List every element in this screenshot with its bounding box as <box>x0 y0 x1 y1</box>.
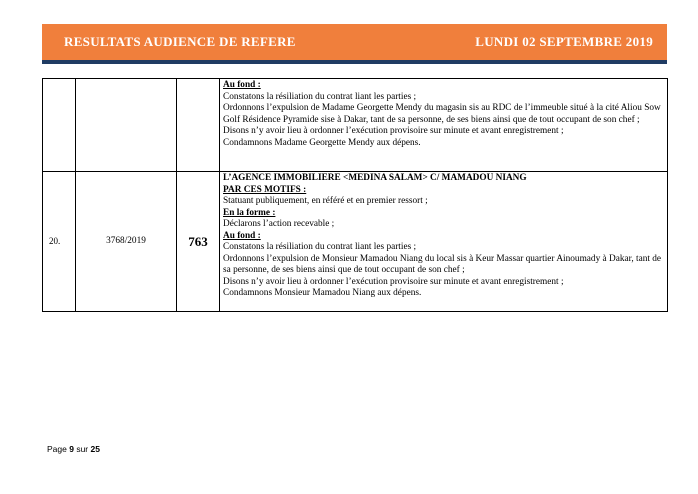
decision-text <box>220 79 668 172</box>
row-number <box>43 79 76 172</box>
decision-line: Disons n’y avoir lieu à ordonner l’exécution provisoire sur minute et avant enregistrement ; <box>223 126 564 136</box>
header-banner <box>42 24 667 64</box>
decision-line: Constatons la résiliation du contrat liant les parties ; <box>223 242 417 252</box>
current-page: 9 <box>69 444 74 454</box>
header-date: LUNDI 02 SEPTEMBRE 2019 <box>475 34 653 49</box>
order-number: 763 <box>177 172 220 312</box>
decision-line: Constatons la résiliation du contrat liant les parties ; <box>223 91 417 102</box>
page-footer <box>47 444 100 454</box>
table-row <box>43 79 668 172</box>
results-table <box>42 78 668 312</box>
file-number: 3768/2019 <box>76 172 177 312</box>
footer-middle: sur <box>73 444 91 454</box>
header-title: RESULTATS AUDIENCE DE REFERE <box>64 34 296 49</box>
order-number <box>177 79 220 172</box>
decision-line: Déclarons l’action recevable ; <box>223 219 335 229</box>
decision-text <box>220 172 668 312</box>
file-number <box>76 79 177 172</box>
row-number: 20. <box>43 172 76 312</box>
footer-prefix: Page <box>47 444 70 454</box>
decision-line: Ordonnons l’expulsion de Monsieur Mamadou Niang du local sis à Keur Massar quartier Ainoumady à Dakar, tant de sa personne, de ses biens ainsi que de tout occupant de son chef ; <box>223 253 662 275</box>
table-row <box>43 172 668 312</box>
decision-line: Disons n’y avoir lieu à ordonner l’exécution provisoire sur minute et avant enregistrement ; <box>223 276 564 287</box>
section-heading: Au fond : <box>223 230 261 241</box>
decision-line: Condamnons Madame Georgette Mendy aux dépens. <box>223 137 421 148</box>
section-heading: En la forme : <box>223 207 276 218</box>
decision-line: Statuant publiquement, en référé et en premier ressort ; <box>223 196 428 206</box>
section-heading: PAR CES MOTIFS : <box>223 184 307 195</box>
total-pages: 25 <box>90 444 100 454</box>
decision-line: Condamnons Monsieur Mamadou Niang aux dépens. <box>223 288 422 298</box>
section-heading: Au fond : <box>223 80 261 90</box>
case-parties: L’AGENCE IMMOBILIERE <MEDINA SALAM> C/ MAMADOU NIANG <box>223 173 527 183</box>
decision-line: Ordonnons l’expulsion de Madame Georgette Mendy du magasin sis au RDC de l’immeuble situé à la cité Aliou Sow Golf Résidence Pyramide sise à Dakar, tant de sa personne, de ses biens ainsi que de tout occupant de son chef ; <box>223 103 661 125</box>
